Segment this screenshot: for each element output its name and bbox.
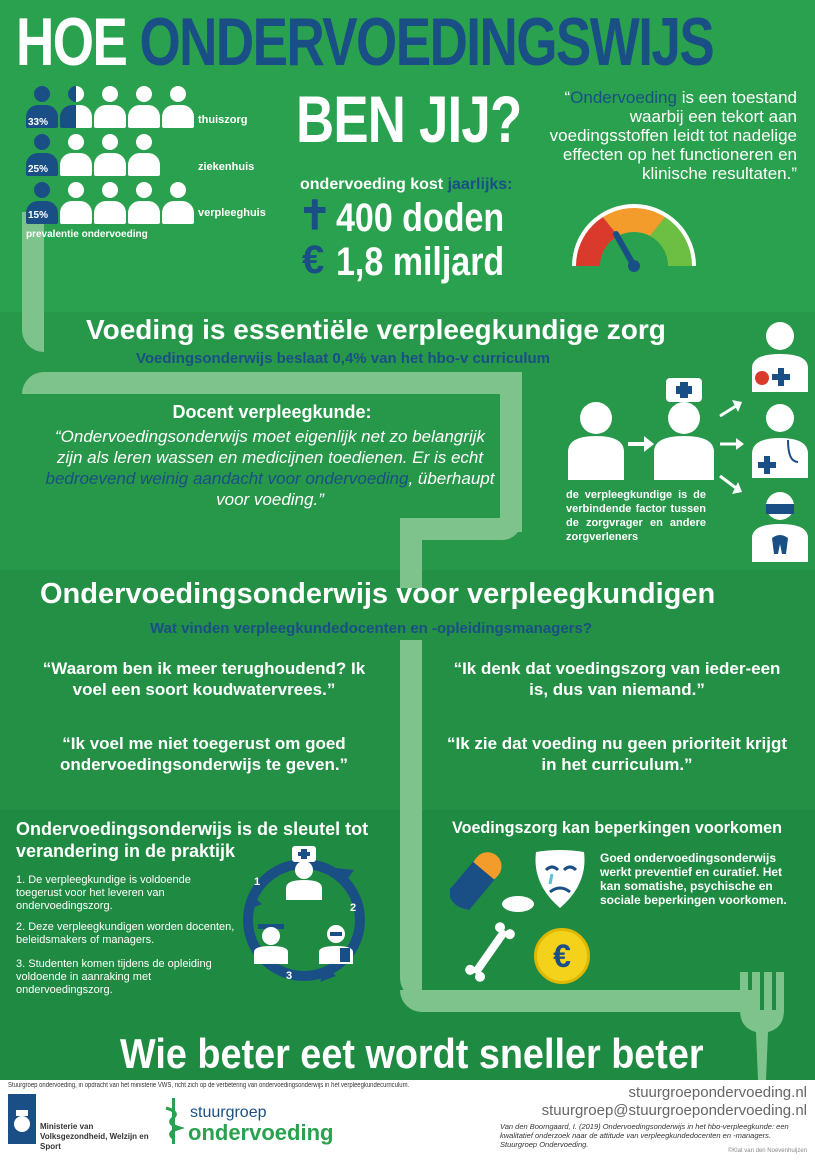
cycle-number: 2 xyxy=(350,902,357,914)
prevalence-pct: 33% xyxy=(28,117,49,128)
definition-open: “ xyxy=(564,88,571,107)
prevalence-chart xyxy=(26,86,216,238)
email-link[interactable]: stuurgroep@stuurgroepondervoeding.nl xyxy=(541,1102,807,1119)
cross-icon: ✝ xyxy=(298,194,332,238)
footer-disclaimer: Stuurgroep ondervoeding, in opdracht van het ministerie VWS, richt zich op de verbetering van ondervoedingsonderwijs in het verpleegkundecurriculum. xyxy=(8,1082,410,1089)
title-line2: BEN JIJ? xyxy=(296,82,522,156)
diagram-caption: de verpleegkundige is de verbindende factor tussen de zorgvrager en andere zorgverleners xyxy=(566,489,706,543)
docent-quote-highlight: bedroevend weinig aandacht voor ondervoeding xyxy=(45,469,409,488)
cost-deaths: 400 doden xyxy=(336,196,505,240)
prevalence-caption: prevalentie ondervoeding xyxy=(26,229,148,240)
person-icon xyxy=(60,86,92,128)
logo-bottom: ondervoeding xyxy=(188,1120,334,1145)
prevalence-pct: 25% xyxy=(28,164,49,175)
section1-heading: Voeding is essentiële verpleegkundige zorg xyxy=(86,314,666,345)
person-icon xyxy=(94,86,126,128)
euro-coin-icon: € xyxy=(534,928,590,984)
definition-quote xyxy=(527,88,797,183)
person-icon xyxy=(128,182,160,224)
quote-author: Docent verpleegkunde: xyxy=(172,402,372,422)
section2-subheading: Wat vinden verpleegkundedocenten en -opleidingsmanagers? xyxy=(150,620,593,637)
section3-left-heading: Ondervoedingsonderwijs is de sleutel tot verandering in de praktijk xyxy=(16,819,369,861)
section3-right-heading: Voedingszorg kan beperkingen voorkomen xyxy=(452,818,782,837)
road-segment xyxy=(400,990,760,1012)
prevalence-label: verpleeghuis xyxy=(198,207,266,219)
step-2: 2. Deze verpleegkundigen worden docenten, beleidsmakers of managers. xyxy=(16,921,235,946)
docent-quote xyxy=(40,426,500,510)
person-icon xyxy=(94,134,126,176)
cost-intro-highlight: jaarlijks: xyxy=(447,176,513,193)
definition-highlight: Ondervoeding xyxy=(570,88,677,107)
road-segment xyxy=(400,640,422,1000)
slogan: Wie beter eet wordt sneller beter xyxy=(120,1030,704,1077)
step-3: 3. Studenten komen tijdens de opleiding voldoende in aanraking met ondervoedingszorg. xyxy=(16,958,212,996)
citation: Van den Boomgaard, I. (2019) Ondervoedingsonderwijs in het hbo-verpleegkunde: een kwalitatief onderzoek naar de attitude van verpleegkundedocenten en -managers. Stuurgroep Ondervoeding. xyxy=(500,1122,789,1149)
prevalence-pct: 15% xyxy=(28,210,49,221)
title-main: ONDERVOEDINGSWIJS xyxy=(139,4,714,80)
logo-top: stuurgroep xyxy=(190,1104,267,1121)
teacher-quote: “Ik denk dat voedingszorg van ieder-een is, dus van niemand.” xyxy=(453,659,781,699)
person-icon xyxy=(60,182,92,224)
person-icon xyxy=(128,134,160,176)
section1-subheading: Voedingsonderwijs beslaat 0,4% van het hbo-v curriculum xyxy=(136,350,550,367)
fork-icon xyxy=(736,972,788,1080)
definition-rest: is een toestand waarbij een tekort aan voedingsstoffen leidt tot nadelige effecten op het functioneren en klinische resultaten.” xyxy=(549,88,797,183)
cycle-diagram xyxy=(236,840,372,990)
prevalence-label: thuiszorg xyxy=(198,114,248,126)
cycle-number: 1 xyxy=(254,876,261,888)
step-1: 1. De verpleegkundige is voldoende toegerust voor het leveren van ondervoedingszorg. xyxy=(16,874,191,912)
ministry-logo-icon xyxy=(8,1094,36,1144)
docent-quote-part1: “Ondervoedingsonderwijs moet eigenlijk net zo belangrijk zijn als leren wassen en medicijnen toedienen. Er is echt xyxy=(55,427,485,467)
docent-quote-part2: , überhaupt voor voeding.” xyxy=(216,469,495,509)
road-segment xyxy=(500,372,522,532)
prevalence-label: ziekenhuis xyxy=(198,161,255,173)
person-icon xyxy=(94,182,126,224)
cost-intro xyxy=(300,176,513,194)
person-icon xyxy=(162,182,194,224)
caduceus-icon xyxy=(162,1098,184,1144)
section3-right-text: Goed ondervoedingsonderwijs werkt preventief en curatief. Het kan somatishe, psychische en sociale beperkingen voorkomen. xyxy=(600,851,787,907)
teacher-quote: “Waarom ben ik meer terughoudend? Ik voel een soort koudwatervrees.” xyxy=(42,659,366,699)
title-hoe: HOE xyxy=(16,4,127,80)
section2-heading: Ondervoedingsonderwijs voor verpleegkundigen xyxy=(40,578,716,610)
website-link[interactable]: stuurgroepondervoeding.nl xyxy=(628,1084,807,1101)
teacher-quote: “Ik voel me niet toegerust om goed ondervoedingsonderwijs te geven.” xyxy=(59,734,349,774)
main-title xyxy=(16,4,714,80)
person-icon xyxy=(60,134,92,176)
person-icon xyxy=(162,86,194,128)
cost-intro-text: ondervoeding kost xyxy=(300,176,444,193)
person-icon xyxy=(128,86,160,128)
euro-icon: € xyxy=(302,238,325,282)
gauge-icon xyxy=(566,196,702,272)
cycle-number: 3 xyxy=(286,970,293,982)
teacher-quote: “Ik zie dat voeding nu geen prioriteit krijgt in het curriculum.” xyxy=(446,734,788,774)
ministry-name: Ministerie van Volksgezondheid, Welzijn en Sport xyxy=(40,1122,149,1151)
road-segment xyxy=(22,372,522,394)
cost-money: 1,8 miljard xyxy=(336,240,505,284)
credit: ©Klat van den Noevenhuijzen xyxy=(727,1148,807,1154)
